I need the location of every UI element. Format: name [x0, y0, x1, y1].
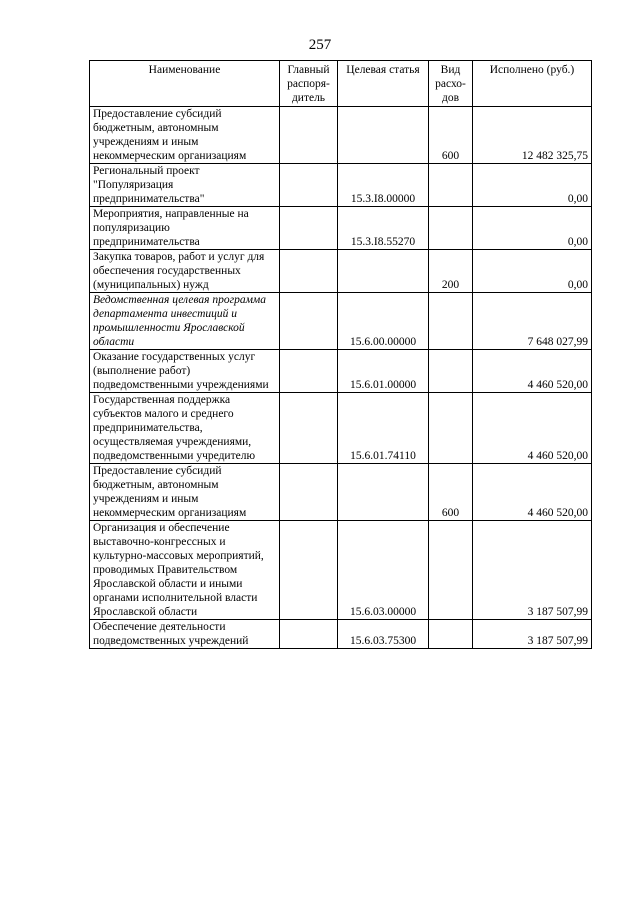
- table-row: [90, 620, 592, 649]
- row-target-code: 15.6.03.00000: [338, 521, 429, 620]
- row-target-code: 15.3.I8.00000: [338, 164, 429, 207]
- row-manager: [280, 620, 338, 649]
- header-name: Наименование: [90, 61, 280, 107]
- header-executed: Исполнено (руб.): [473, 61, 592, 107]
- row-expense-type: [429, 293, 473, 350]
- row-expense-type: [429, 620, 473, 649]
- row-target-code: 15.6.01.74110: [338, 393, 429, 464]
- row-expense-type: 200: [429, 250, 473, 293]
- row-manager: [280, 350, 338, 393]
- row-expense-type: [429, 393, 473, 464]
- row-amount: 0,00: [473, 207, 592, 250]
- row-manager: [280, 207, 338, 250]
- table-header-row: [90, 61, 592, 107]
- row-amount: 3 187 507,99: [473, 620, 592, 649]
- table-row: [90, 350, 592, 393]
- row-manager: [280, 164, 338, 207]
- row-name: Предоставление субсидий бюджетным, автономным учреждениям и иным некоммерческим организациям: [90, 107, 280, 164]
- row-name: Предоставление субсидий бюджетным, автономным учреждениям и иным некоммерческим организациям: [90, 464, 280, 521]
- row-manager: [280, 107, 338, 164]
- row-expense-type: 600: [429, 107, 473, 164]
- table-row: [90, 521, 592, 620]
- row-target-code: [338, 107, 429, 164]
- row-name: Ведомственная целевая программа департамента инвестиций и промышленности Ярославской области: [90, 293, 280, 350]
- row-manager: [280, 293, 338, 350]
- table-row: [90, 393, 592, 464]
- table-row: [90, 250, 592, 293]
- header-manager: Главный распоря-дитель: [280, 61, 338, 107]
- row-manager: [280, 250, 338, 293]
- table-row: [90, 164, 592, 207]
- row-manager: [280, 521, 338, 620]
- row-target-code: 15.3.I8.55270: [338, 207, 429, 250]
- budget-table: [89, 60, 592, 649]
- row-amount: 7 648 027,99: [473, 293, 592, 350]
- row-expense-type: [429, 350, 473, 393]
- row-expense-type: 600: [429, 464, 473, 521]
- page-number: 257: [308, 37, 332, 53]
- header-target: Целевая статья: [338, 61, 429, 107]
- row-name: Обеспечение деятельности подведомственных учреждений: [90, 620, 280, 649]
- row-amount: 4 460 520,00: [473, 350, 592, 393]
- row-expense-type: [429, 207, 473, 250]
- row-manager: [280, 393, 338, 464]
- row-name: Региональный проект "Популяризация предпринимательства": [90, 164, 280, 207]
- row-target-code: 15.6.00.00000: [338, 293, 429, 350]
- row-target-code: 15.6.01.00000: [338, 350, 429, 393]
- row-amount: 3 187 507,99: [473, 521, 592, 620]
- row-expense-type: [429, 521, 473, 620]
- table-row: [90, 464, 592, 521]
- row-amount: 4 460 520,00: [473, 464, 592, 521]
- row-expense-type: [429, 164, 473, 207]
- row-manager: [280, 464, 338, 521]
- row-name: Оказание государственных услуг (выполнение работ) подведомственными учреждениями: [90, 350, 280, 393]
- row-amount: 4 460 520,00: [473, 393, 592, 464]
- header-type: Вид расхо-дов: [429, 61, 473, 107]
- row-name: Организация и обеспечение выставочно-конгрессных и культурно-массовых мероприятий, проводимых Правительством Ярославской области и иными органами исполнительной власти Ярославской области: [90, 521, 280, 620]
- table-row: [90, 207, 592, 250]
- row-name: Государственная поддержка субъектов малого и среднего предпринимательства, осуществляемая учреждениями, подведомственными учредителю: [90, 393, 280, 464]
- row-name: Мероприятия, направленные на популяризацию предпринимательства: [90, 207, 280, 250]
- row-target-code: 15.6.03.75300: [338, 620, 429, 649]
- row-amount: 12 482 325,75: [473, 107, 592, 164]
- row-amount: 0,00: [473, 250, 592, 293]
- row-amount: 0,00: [473, 164, 592, 207]
- table-row: [90, 293, 592, 350]
- table-row: [90, 107, 592, 164]
- row-name: Закупка товаров, работ и услуг для обеспечения государственных (муниципальных) нужд: [90, 250, 280, 293]
- table-body: [90, 107, 592, 649]
- row-target-code: [338, 464, 429, 521]
- row-target-code: [338, 250, 429, 293]
